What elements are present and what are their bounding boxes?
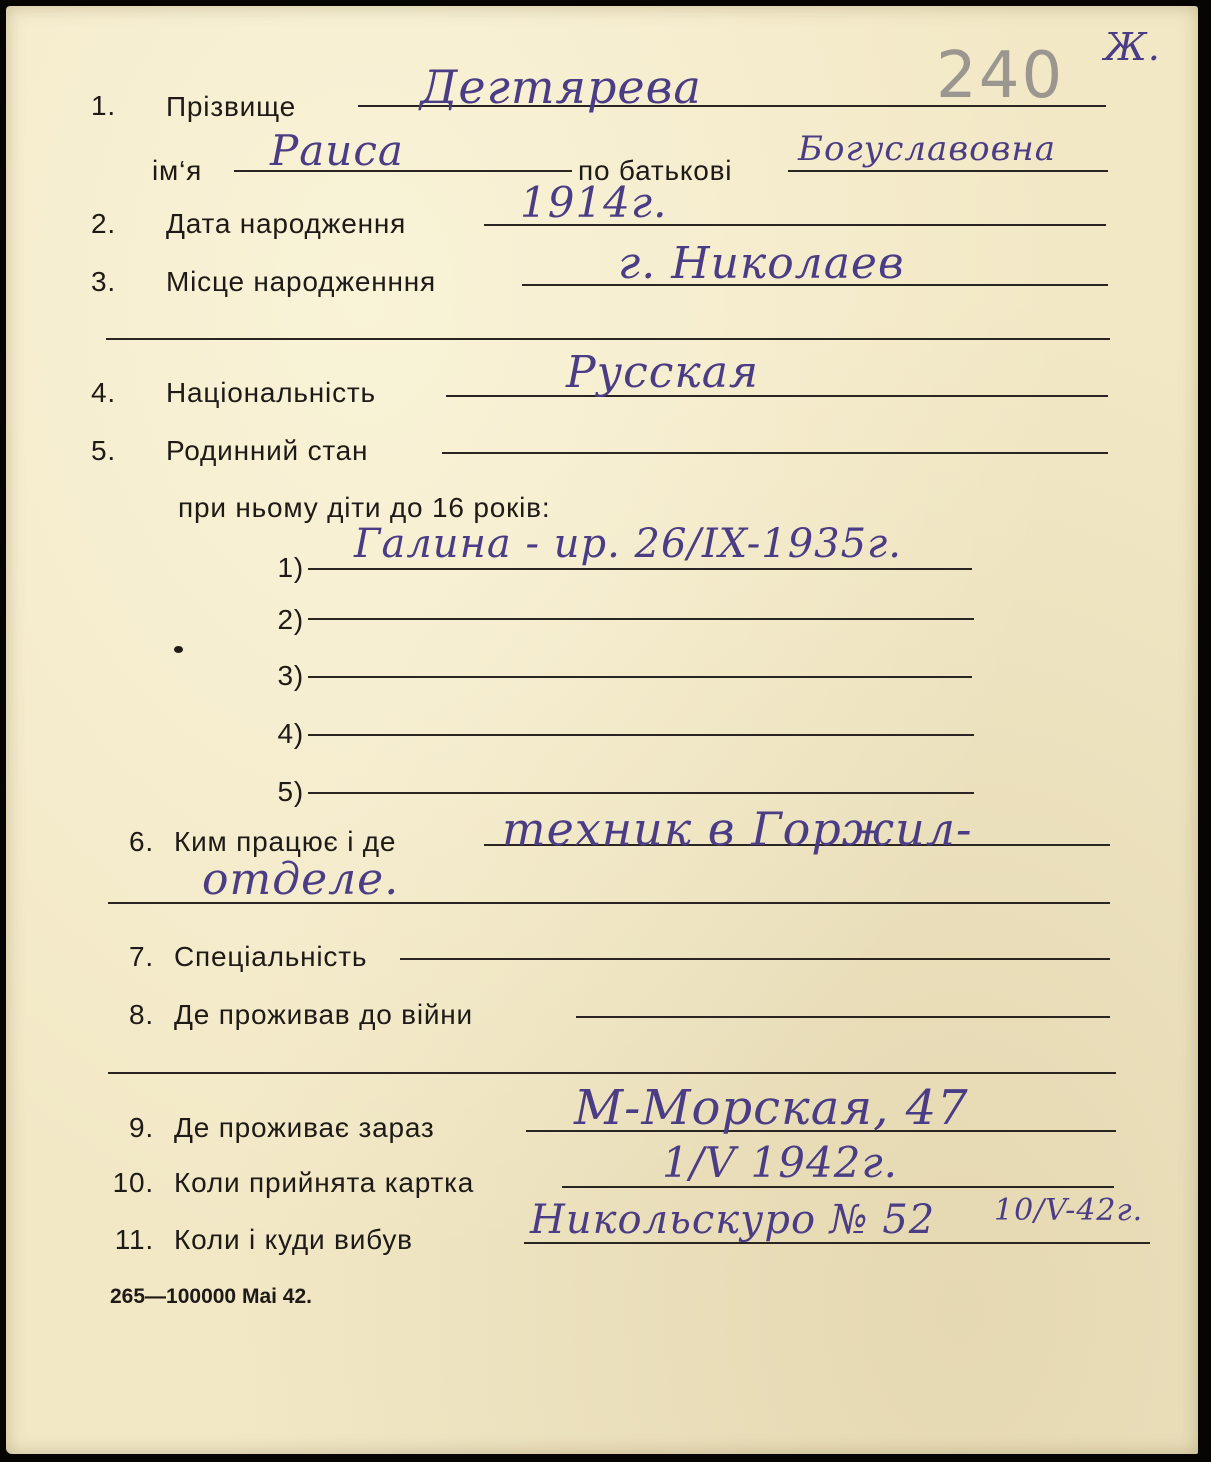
field-10-number: 10. xyxy=(112,1167,154,1198)
field-8-line xyxy=(576,1016,1110,1018)
field-8-number: 8. xyxy=(129,999,154,1030)
first-name-handwritten: Раиса xyxy=(270,126,404,175)
child-3-number: 3) xyxy=(277,660,304,691)
field-3-number: 3. xyxy=(91,266,116,297)
registration-card xyxy=(6,6,1198,1454)
child-1-number: 1) xyxy=(277,552,304,583)
field-6-label: Ким працює і де xyxy=(174,826,397,857)
departed-place-handwritten: Никольскуро № 52 xyxy=(530,1197,936,1243)
field-6-number: 6. xyxy=(129,826,154,857)
birth-place-handwritten: г. Николаев xyxy=(618,238,905,289)
child-1-handwritten: Галина - ир. 26/IX-1935г. xyxy=(354,521,902,567)
child-2-line xyxy=(308,618,974,620)
field-7-number: 7. xyxy=(129,941,154,972)
field-1-number: 1. xyxy=(91,90,116,121)
field-1-label: Прізвище xyxy=(166,91,296,122)
field-11-number: 11. xyxy=(114,1224,154,1255)
patronymic-handwritten: Богуславовна xyxy=(798,129,1057,169)
field-4-label: Національність xyxy=(166,377,376,408)
field-7-label: Спеціальність xyxy=(174,941,368,972)
patronymic-label: по батькові xyxy=(578,155,733,186)
child-5-line xyxy=(308,792,974,794)
card-accepted-handwritten: 1/V 1942г. xyxy=(662,1138,899,1187)
field-11-label: Коли і куди вибув xyxy=(174,1224,413,1255)
patronymic-line xyxy=(788,170,1108,172)
field-5-line xyxy=(442,452,1108,454)
field-5-number: 5. xyxy=(91,435,116,466)
pencil-archive-number: 240 xyxy=(936,39,1065,113)
nationality-handwritten: Русская xyxy=(566,347,760,398)
field-4-number: 4. xyxy=(91,377,116,408)
child-3-line xyxy=(308,676,972,678)
corner-mark: Ж. xyxy=(1104,25,1161,69)
field-3-label: Місце народженння xyxy=(166,266,436,297)
surname-handwritten: Дегтярева xyxy=(420,60,702,114)
ink-blot xyxy=(174,646,183,653)
occupation-handwritten-1: техник в Горжил- xyxy=(502,802,973,856)
children-label: при ньому діти до 16 років: xyxy=(178,492,551,523)
child-2-number: 2) xyxy=(277,604,304,635)
printer-imprint: 265—100000 Mai 42. xyxy=(110,1285,312,1308)
child-4-number: 4) xyxy=(277,718,304,749)
child-5-number: 5) xyxy=(277,776,304,807)
name-label: ім‘я xyxy=(152,155,203,186)
field-9-label: Де проживає зараз xyxy=(174,1112,435,1143)
field-2-number: 2. xyxy=(91,208,116,239)
occupation-handwritten-2: отделе. xyxy=(202,854,400,905)
departed-date-handwritten: 10/V-42г. xyxy=(994,1193,1144,1228)
field-3-extra-line xyxy=(106,338,1110,340)
field-4-line xyxy=(446,395,1108,397)
field-10-label: Коли прийнята картка xyxy=(174,1167,475,1198)
field-7-line xyxy=(400,958,1110,960)
field-8-extra-line xyxy=(108,1072,1116,1074)
field-5-label: Родинний стан xyxy=(166,435,369,466)
field-8-label: Де проживав до війни xyxy=(174,999,473,1030)
birth-date-handwritten: 1914г. xyxy=(520,178,668,227)
field-9-number: 9. xyxy=(129,1112,154,1143)
current-address-handwritten: М-Морская, 47 xyxy=(574,1080,969,1136)
field-2-label: Дата народження xyxy=(166,208,407,239)
child-1-line xyxy=(308,568,972,570)
child-4-line xyxy=(308,734,974,736)
